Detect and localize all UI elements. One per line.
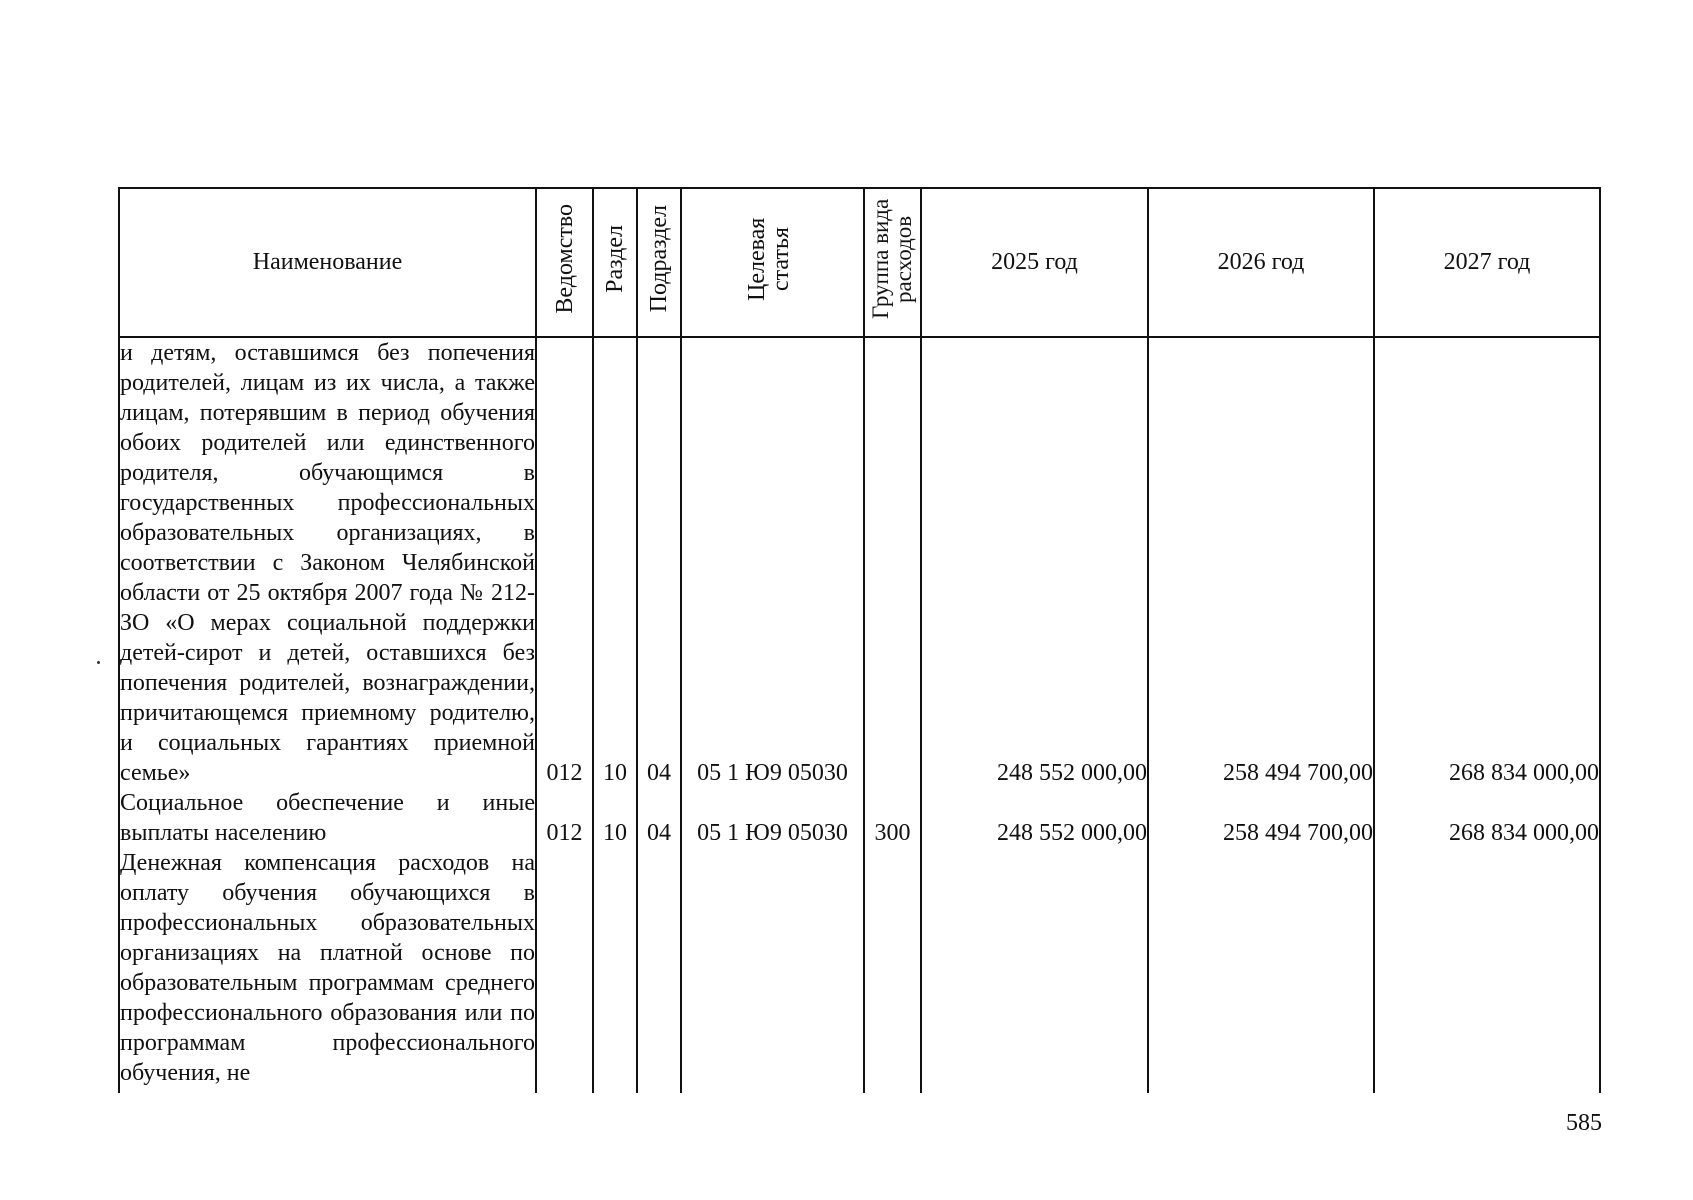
row-podrazdel: 04 (637, 788, 681, 848)
row-celevaya: 05 1 Ю9 05030 (681, 788, 864, 848)
row-2025 (921, 848, 1148, 1093)
row-celevaya (681, 848, 864, 1093)
row-gruppa: 300 (864, 788, 921, 848)
row-podrazdel (637, 848, 681, 1093)
table-row (119, 848, 1600, 1093)
row-vedomstvo: 012 (536, 337, 593, 788)
row-razdel (593, 848, 637, 1093)
table-row (119, 337, 1600, 788)
header-gruppa: Группа вида расходов (864, 188, 921, 337)
row-gruppa (864, 848, 921, 1093)
row-razdel: 10 (593, 788, 637, 848)
row-razdel: 10 (593, 337, 637, 788)
scan-speck (97, 661, 100, 664)
header-razdel: Раздел (593, 188, 637, 337)
page-number: 585 (1566, 1110, 1602, 1136)
row-vedomstvo (536, 848, 593, 1093)
header-podrazdel: Подраздел (637, 188, 681, 337)
row-2027: 268 834 000,00 (1374, 337, 1600, 788)
row-celevaya: 05 1 Ю9 05030 (681, 337, 864, 788)
header-name: Наименование (119, 188, 536, 337)
row-2025: 248 552 000,00 (921, 337, 1148, 788)
row-2025: 248 552 000,00 (921, 788, 1148, 848)
header-2026: 2026 год (1148, 188, 1374, 337)
header-2025: 2025 год (921, 188, 1148, 337)
row-name: Денежная компенсация расходов на оплату обучения обучающихся в профессиональных образовательных организациях на платной основе по образовательным программам среднего профессионального образования или по программам профессионального обучения, не (119, 848, 536, 1093)
header-vedomstvo: Ведомство (536, 188, 593, 337)
row-2026 (1148, 848, 1374, 1093)
row-2026: 258 494 700,00 (1148, 337, 1374, 788)
row-2027 (1374, 848, 1600, 1093)
row-2027: 268 834 000,00 (1374, 788, 1600, 848)
row-name: и детям, оставшимся без попечения родителей, лицам из их числа, а также лицам, потерявшим в период обучения обоих родителей или единственного родителя, обучающимся в государственных профессиональных образовательных организациях, в соответствии с Законом Челябинской области от 25 октября 2007 года № 212-ЗО «О мерах социальной поддержки детей-сирот и детей, оставшихся без попечения родителей, вознаграждении, причитающемся приемному родителю, и социальных гарантиях приемной семье» (119, 337, 536, 788)
row-vedomstvo: 012 (536, 788, 593, 848)
budget-table (118, 187, 1601, 1093)
table-row (119, 788, 1600, 848)
row-podrazdel: 04 (637, 337, 681, 788)
row-name: Социальное обеспечение и иные выплаты населению (120, 790, 535, 846)
row-gruppa (864, 337, 921, 788)
header-celevaya: Целевая статья (681, 188, 864, 337)
header-row (119, 188, 1600, 337)
header-2027: 2027 год (1374, 188, 1600, 337)
row-2026: 258 494 700,00 (1148, 788, 1374, 848)
